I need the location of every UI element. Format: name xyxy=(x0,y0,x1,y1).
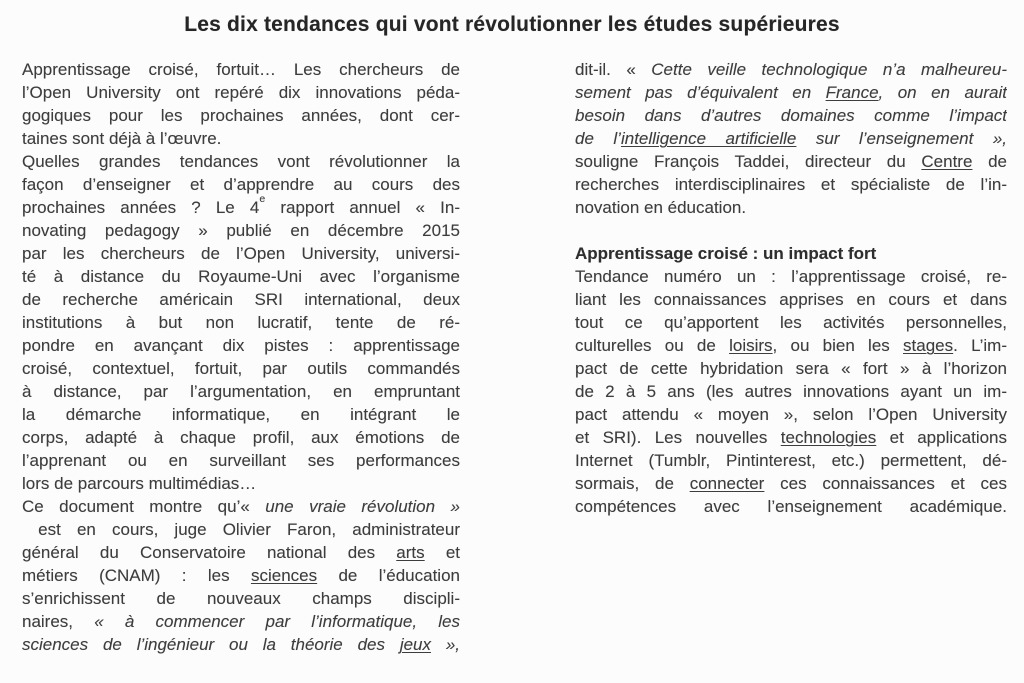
text-line: pact de cette hybridation sera « fort » à l’horizon xyxy=(575,359,1007,378)
text-line: sormais, de connecter ces connaissances et ces xyxy=(575,474,1007,493)
text-line: à distance, par l’argumentation, en empruntant xyxy=(22,382,460,401)
text-line: façon d’enseigner et d’apprendre au cours des xyxy=(22,175,460,194)
text-line: sement pas d’équivalent en France, on en aurait xyxy=(575,83,1007,102)
text-line: par les chercheurs de l’Open University, universi- xyxy=(22,244,460,263)
text-line: novation en éducation. xyxy=(575,198,747,217)
line-spacer xyxy=(575,219,1007,242)
text-line: té à distance du Royaume-Uni avec l’organisme xyxy=(22,267,460,286)
text-line: besoin dans d’autres domaines comme l’impact xyxy=(575,106,1007,125)
text-line: l’apprenant ou en surveillant ses performances xyxy=(22,451,460,470)
text-line: novating pedagogy » publié en décembre 2015 xyxy=(22,221,460,240)
text-line: Internet (Tumblr, Pintinterest, etc.) permettent, dé- xyxy=(575,451,1007,470)
text-line: s’enrichissent de nouveaux champs discipli- xyxy=(22,589,460,608)
text-line: souligne François Taddei, directeur du Centre de xyxy=(575,152,1007,171)
text-line: tout ce qu’apportent les activités personnelles, xyxy=(575,313,1007,332)
text-line: prochaines années ? Le 4e rapport annuel « In- xyxy=(22,196,460,217)
text-line: naires, « à commencer par l’informatique, les xyxy=(22,612,460,631)
text-line: de l’intelligence artificielle sur l’enseignement », xyxy=(575,129,1007,148)
text-line: la démarche informatique, en intégrant le xyxy=(22,405,460,424)
text-line: recherches interdisciplinaires et spécialiste de l’in- xyxy=(575,175,1007,194)
page-title: Les dix tendances qui vont révolutionner les études supérieures xyxy=(184,13,840,36)
text-line: est en cours, juge Olivier Faron, administrateur xyxy=(22,520,460,539)
left-column xyxy=(22,58,460,656)
text-line: gogiques pour les prochaines années, dont cer- xyxy=(22,106,460,125)
text-line: de 2 à 5 ans (les autres innovations ayant un im- xyxy=(575,382,1007,401)
text-line: sciences de l’ingénieur ou la théorie des jeux », xyxy=(22,635,460,654)
text-line: corps, adapté à chaque profil, aux émotions de xyxy=(22,428,460,447)
text-line: Quelles grandes tendances vont révolutionner la xyxy=(22,152,460,171)
text-line: Tendance numéro un : l’apprentissage croisé, re- xyxy=(575,267,1007,286)
text-line: pact attendu « moyen », selon l’Open University xyxy=(575,405,1007,424)
right-column xyxy=(575,58,1007,656)
text-line: métiers (CNAM) : les sciences de l’éducation xyxy=(22,566,460,585)
text-line: Apprentissage croisé, fortuit… Les chercheurs de xyxy=(22,60,460,79)
text-line: l’Open University ont repéré dix innovations péda- xyxy=(22,83,460,102)
text-line: de recherche américain SRI international, deux xyxy=(22,290,460,309)
text-line: liant les connaissances apprises en cours et dans xyxy=(575,290,1007,309)
text-line: croisé, contextuel, fortuit, par outils commandés xyxy=(22,359,460,378)
text-line: institutions à but non lucratif, tente de ré- xyxy=(22,313,460,332)
text-line: dit-il. « Cette veille technologique n’a malheureu- xyxy=(575,60,1007,79)
text-line: culturelles ou de loisirs, ou bien les stages. L’im- xyxy=(575,336,1007,355)
text-line: général du Conservatoire national des arts et xyxy=(22,543,460,562)
text-line: et SRI). Les nouvelles technologies et applications xyxy=(575,428,1007,447)
section-heading: Apprentissage croisé : un impact fort xyxy=(575,244,877,263)
text-line: Ce document montre qu’« une vraie révolution » xyxy=(22,497,460,516)
text-line: taines sont déjà à l’œuvre. xyxy=(22,129,222,148)
text-line: compétences avec l’enseignement académique. xyxy=(575,497,1007,516)
text-line: pondre en avançant dix pistes : apprentissage xyxy=(22,336,460,355)
article-body xyxy=(0,58,1024,656)
text-line: lors de parcours multimédias… xyxy=(22,474,257,493)
